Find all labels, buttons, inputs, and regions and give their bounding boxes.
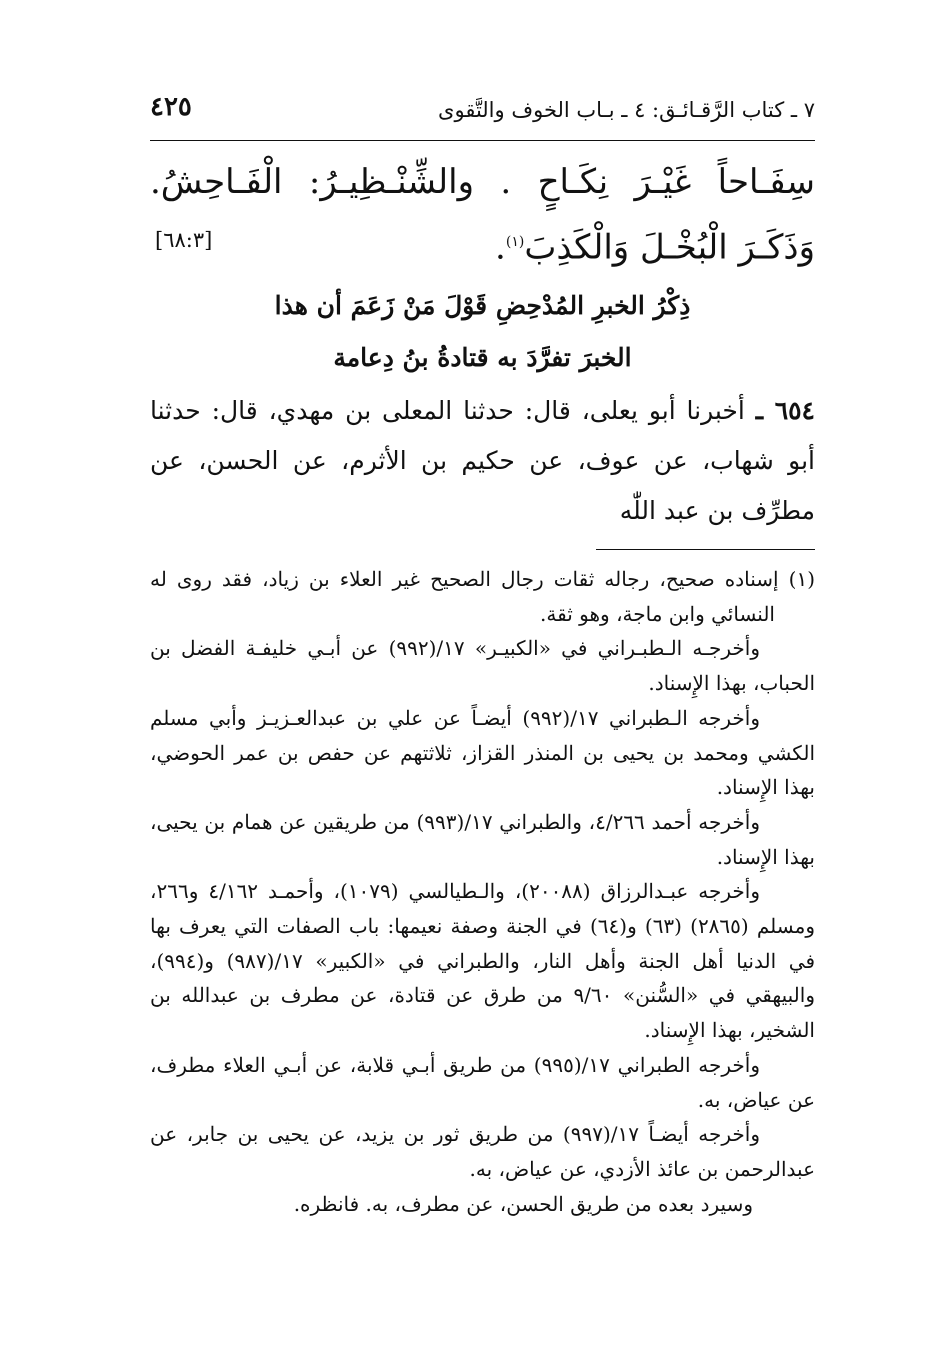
footnote-paragraph: وسيرد بعده من طريق الحسن، عن مطرف، به. فانظره. <box>293 1191 753 1216</box>
footnote-paragraph: وأخرجه الطبراني ١٧/(٩٩٥) من طريق أبـي قلابة، عن أبـي العلاء مطرف، عن عياض، به. <box>150 1052 815 1112</box>
footnote-paragraph: وأخرجه أحمد ٤/٢٦٦، والطبراني ١٧/(٩٩٣) من طريقين عن همام بن يحيى، بهذا الإِسناد. <box>150 809 815 869</box>
section-heading <box>150 280 815 384</box>
footnote-paragraph: وأخرجه الـطبراني ١٧/(٩٩٢) أيضـاً عن علي بن عبدالعـزيـز وأبي مسلم الكشي ومحمد بن يحيى بن المنذر القزاز، ثلاثتهم عن حفص بن عمر الحوضي، بهذا الإِسناد. <box>150 705 815 800</box>
hadith-chain: أخبرنا أبو يعلى، قال: حدثنا المعلى بن مهدي، قال: حدثنا أبو شهاب، عن عوف، عن حكيم بن الأثرم، عن الحسن، عن مطرِّف بن عبد اللّٰه <box>150 396 815 525</box>
footnote-paragraph: وأخرجـه الـطبـراني في «الكبيـر» ١٧/(٩٩٢) عن أبـي خليفـة الفضل بن الحباب، بهذا الإِسناد. <box>150 636 815 696</box>
hadith-number: ٦٥٤ ـ <box>755 396 815 425</box>
running-title: ٧ ـ كتاب الرَّقـائـق: ٤ ـ بـاب الخوف والتَّقوى <box>438 98 815 122</box>
footnote-1: (١) إسناده صحيح، رجاله ثقات رجال الصحيح غير العلاء بن زياد، فقد روى له النسائي وابن ماجة، وهو ثقة. <box>150 567 815 626</box>
running-head <box>150 92 815 132</box>
hadith-text <box>150 386 815 536</box>
section-heading-line-1: ذِكْرُ الخبرِ المُدْحِضِ قَوْلَ مَنْ زَعَمَ أن هذا <box>274 291 691 320</box>
verse-body: سِفَـاحاً غَيْـرَ نِكَـاحٍ . والشِّنْـظِيـرُ: الْفَـاحِشُ. وَذَكَـرَ الْبُخْـلَ وَالْكَذِبَ <box>150 162 815 268</box>
page-number: ٤٢٥ <box>150 92 192 122</box>
footnote-paragraph: وأخرجه أيضـاً ١٧/(٩٩٧) من طريق ثور بن يزيد، عن يحيى بن جابر، عن عبدالرحمن بن عائذ الأزدي، عن عياض، به. <box>150 1122 815 1181</box>
footnote-separator <box>596 549 815 550</box>
section-heading-line-2: الخبرَ تفرَّدَ به قتادةُ بنُ دِعامة <box>333 343 632 372</box>
footnote-paragraph: وأخرجه عبـدالرزاق (٢٠٠٨٨)، والـطيالسي (١٠٧٩)، وأحمـد ٤/١٦٢ و٢٦٦، ومسلم (٢٨٦٥) (٦٣) و(٦٤) في الجنة وصفة نعيمها: باب الصفات التي يعرف بها في الدنيا أهل الجنة وأهل النار، والطبراني في «الكبير» ١٧/(٩٨٧) و(٩٩٤)، والبيهقي في «السُّنن» ٩/٦٠ من طرق عن قتادة، عن مطرف بن عبدالله بن الشخير، بهذا الإِسناد. <box>150 879 816 1043</box>
verse-text <box>150 152 815 277</box>
verse-end: . <box>495 227 506 268</box>
source-reference: [٦٨:٣] <box>155 228 213 252</box>
footnote-marker: (١) <box>505 234 525 250</box>
footnotes <box>150 562 815 1221</box>
header-rule <box>150 140 815 141</box>
